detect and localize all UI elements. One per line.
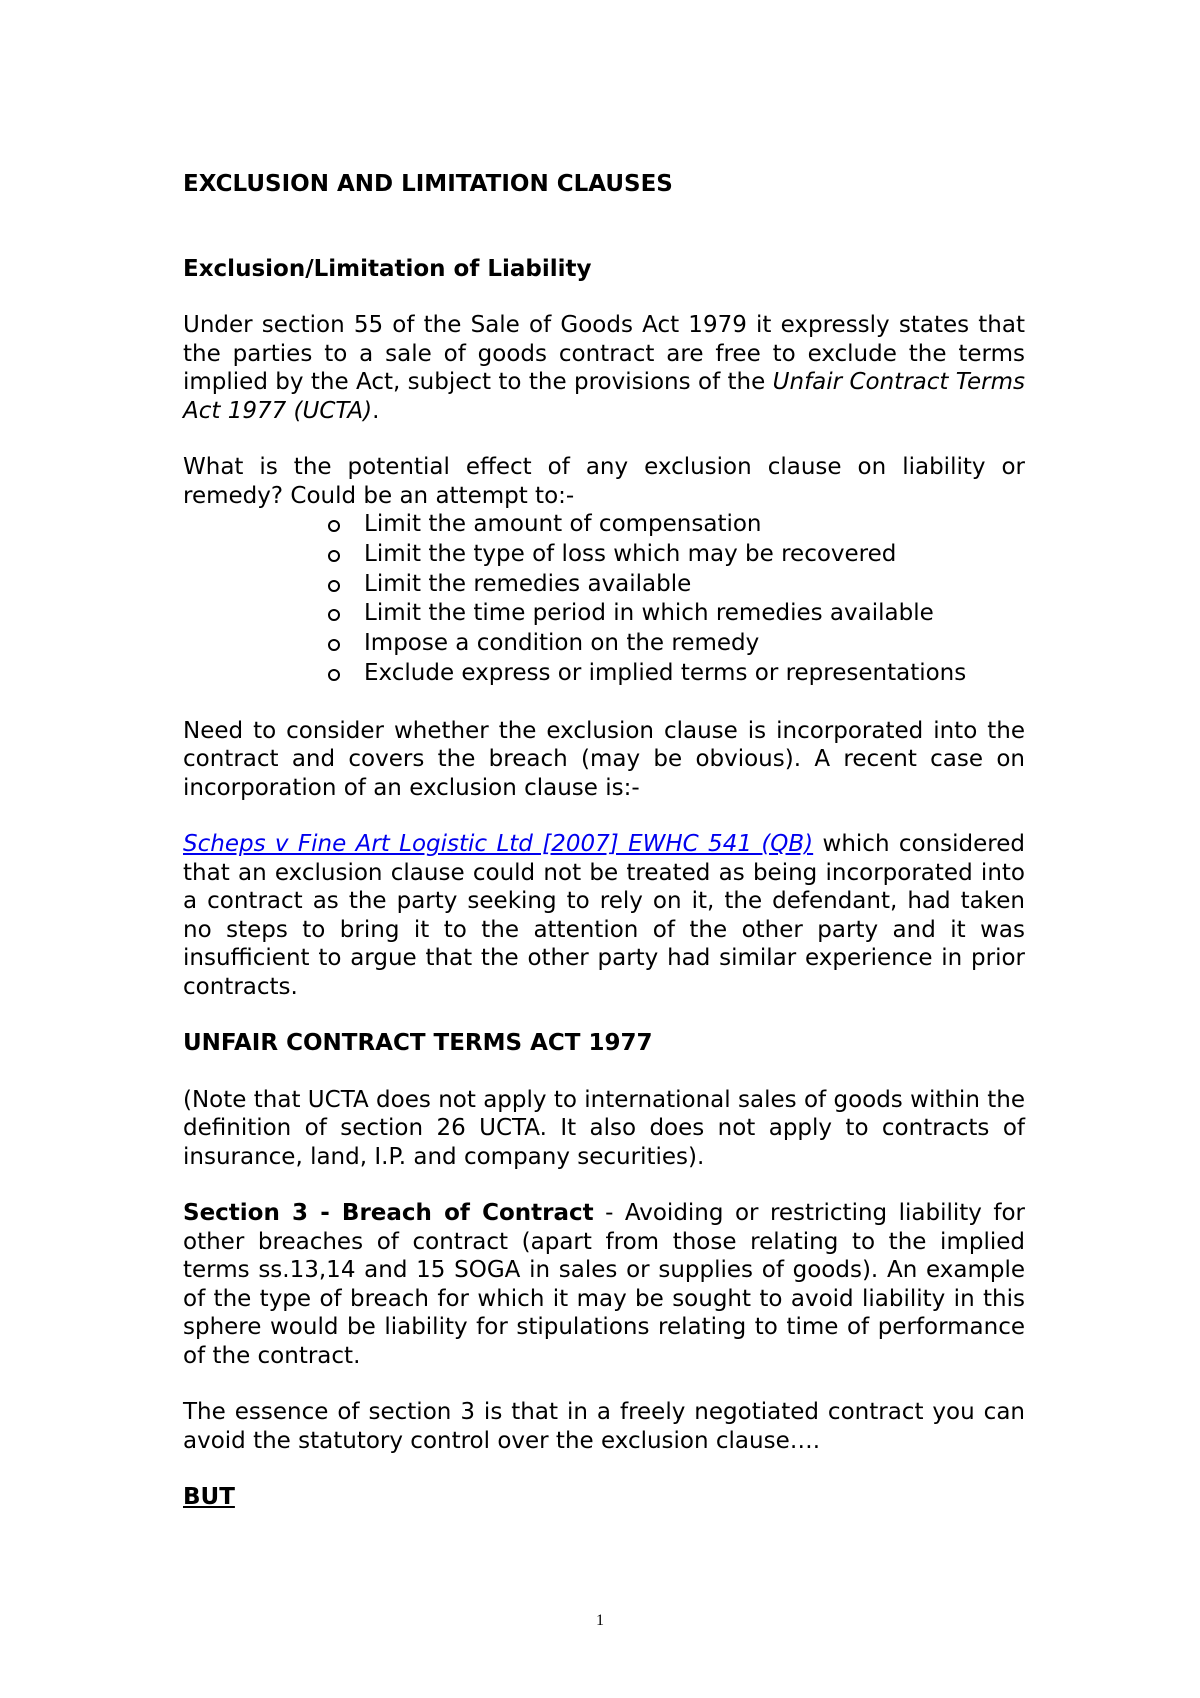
hollow-circle-bullet-icon [328, 550, 340, 562]
paragraph-incorporation: Need to consider whether the exclusion clause is incorporated into the contract and covers the breach (may be obvious). A recent case on incorporation of an exclusion clause is:- [183, 717, 1025, 801]
case-link-scheps[interactable]: Scheps v Fine Art Logistic Ltd [2007] EWHC 541 (QB) [183, 831, 814, 858]
list-item-text: Impose a condition on the remedy [364, 630, 760, 657]
list-item-text: Limit the time period in which remedies available [364, 600, 934, 627]
hollow-circle-bullet-icon [328, 580, 340, 592]
list-item-text: Limit the type of loss which may be recovered [364, 540, 897, 567]
section-heading-exclusion-limitation: Exclusion/Limitation of Liability [183, 255, 592, 282]
but-heading: BUT [183, 1484, 235, 1511]
paragraph-ucta-note: (Note that UCTA does not apply to international sales of goods within the definition of section 26 UCTA. It also does not apply to contracts of insurance, land, I.P. and company securities). [183, 1086, 1025, 1170]
list-item [328, 570, 1025, 600]
hollow-circle-bullet-icon [328, 639, 340, 651]
attempt-list [183, 510, 1025, 689]
document-title: EXCLUSION AND LIMITATION CLAUSES [183, 171, 673, 197]
paragraph-scheps-case [183, 830, 1025, 1001]
paragraph-text: - Avoiding or restricting liability for other breaches of contract (apart from those relating to the implied terms ss.13,14 and 15 SOGA in sales or supplies of goods). An example of the type of breach for which it may be sought to avoid liability in this sphere would be liability for stipulations relating to time of performance of the contract. [183, 1200, 1025, 1369]
list-item-text: Limit the remedies available [364, 570, 692, 597]
page-number: 1 [596, 1612, 604, 1629]
hollow-circle-bullet-icon [328, 609, 340, 621]
document-body [183, 170, 1025, 1512]
list-item-text: Limit the amount of compensation [364, 511, 762, 537]
list-item [328, 659, 1025, 689]
paragraph-text: Under section 55 of the Sale of Goods Act 1979 it expressly states that the parties to a sale of goods contract are free to exclude the terms implied by the Act, subject to the provisions of the [183, 312, 1025, 395]
list-item [328, 510, 1025, 540]
section-3-heading: Section 3 - Breach of Contract [183, 1200, 594, 1227]
paragraph-potential-effect: What is the potential effect of any exclusion clause on liability or remedy? Could be an attempt to:- [183, 454, 1025, 509]
list-item-text: Exclude express or implied terms or representations [364, 659, 967, 686]
list-item [328, 629, 1025, 659]
list-item [328, 540, 1025, 570]
paragraph-section-3 [183, 1199, 1025, 1370]
paragraph-end: . [372, 397, 380, 424]
paragraph-section-55 [183, 311, 1025, 425]
paragraph-essence-section-3: The essence of section 3 is that in a freely negotiated contract you can avoid the statutory control over the exclusion clause…. [183, 1399, 1025, 1454]
section-heading-ucta: UNFAIR CONTRACT TERMS ACT 1977 [183, 1030, 653, 1057]
list-item [328, 599, 1025, 629]
hollow-circle-bullet-icon [328, 669, 340, 681]
hollow-circle-bullet-icon [328, 520, 340, 532]
ucta-italic-reference: Unfair Contract Terms Act 1977 (UCTA) [183, 369, 1025, 424]
paragraph-text: which considered that an exclusion clause could not be treated as being incorporated into a contract as the party seeking to rely on it, the defendant, had taken no steps to bring it to the attention of the other party and it was insufficient to argue that the other party had similar experience in prior contracts. [183, 831, 1025, 1000]
